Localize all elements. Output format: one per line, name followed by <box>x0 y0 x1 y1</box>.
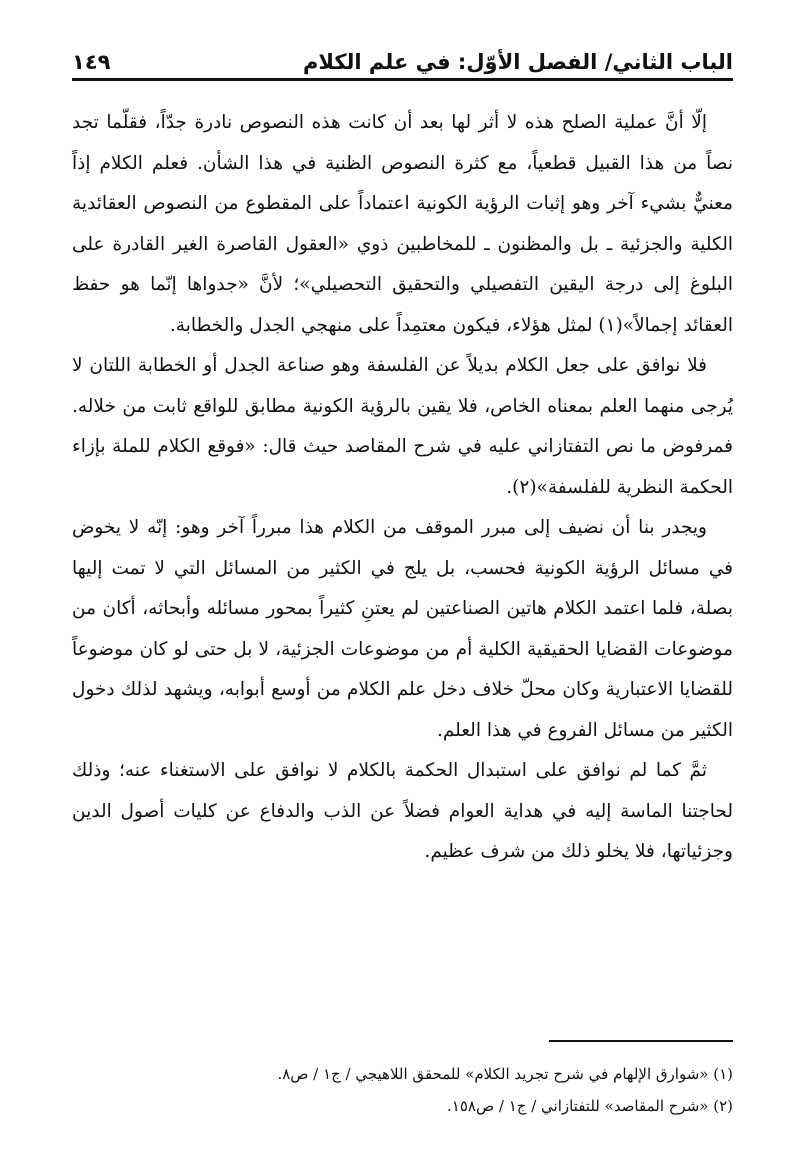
paragraph: فلا نوافق على جعل الكلام بديلاً عن الفلسفة وهو صناعة الجدل أو الخطابة اللتان لا يُرجى منهما العلم بمعناه الخاص، فلا يقين بالرؤية الكونية مطابق للواقع ثابت من خلاله. فمرفوض ما نص التفتازاني عليه في شرح المقاصد حيث قال: «فوقع الكلام للملة بإزاء الحكمة النظرية للفلسفة»(٢). <box>72 355 733 498</box>
footnote-separator <box>549 1040 733 1042</box>
paragraph: ويجدر بنا أن نضيف إلى مبرر الموقف من الكلام هذا مبرراً آخر وهو: إنّه لا يخوض في مسائل الرؤية الكونية فحسب، بل يلج في الكثير من المسائل التي لا تمت إليها بصلة، فلما اعتمد الكلام هاتين الصناعتين لم يعتنِ كثيراً بمحور مسائله وأبحاثه، أكان من موضوعات القضايا الحقيقية الكلية أم من موضوعات الجزئية، لا بل حتى لو كان موضوعاً للقضايا الاعتبارية وكان محلّ خلاف دخل علم الكلام من أوسع أبوابه، ويشهد لذلك دخول الكثير من مسائل الفروع في هذا العلم. <box>72 517 733 741</box>
chapter-title: الباب الثاني/ الفصل الأوّل: في علم الكلام <box>302 50 733 74</box>
paragraph: ثمَّ كما لم نوافق على استبدال الحكمة بالكلام لا نوافق على الاستغناء عنه؛ وذلك لحاجتنا الماسة إليه في هداية العوام فضلاً عن الذب والدفاع عن كليات أصول الدين وجزئياتها، فلا يخلو ذلك من شرف عظيم. <box>72 760 733 862</box>
page-number: ١٤٩ <box>72 50 111 74</box>
footnote: (١) «شوارق الإلهام في شرح تجريد الكلام» للمحقق اللاهيجي / ج١ / ص٨. <box>277 1065 733 1083</box>
footnote: (٢) «شرح المقاصد» للتفتازاني / ج١ / ص١٥٨. <box>447 1097 733 1115</box>
paragraph: إلّا أنَّ عملية الصلح هذه لا أثر لها بعد أن كانت هذه النصوص نادرة جدّاً، فقلّما تجد نصاً من هذا القبيل قطعياً، مع كثرة النصوص الظنية في هذا الشأن. فعلم الكلام إذاً معنيٌّ بشيء آخر وهو إثبات الرؤية الكونية اعتماداً على المقطوع من النصوص العقائدية الكلية والجزئية ـ بل والمظنون ـ للمخاطبين ذوي «العقول القاصرة الغير القادرة على البلوغ إلى درجة اليقين التفصيلي والتحقيق التحصيلي»؛ لأنَّ «جدواها إنّما هو حفظ العقائد إجمالاً»(١) لمثل هؤلاء، فيكون معتمِداً على منهجي الجدل والخطابة. <box>72 112 733 336</box>
running-header <box>72 30 733 81</box>
footnotes <box>72 1058 733 1122</box>
main-text <box>72 103 733 873</box>
